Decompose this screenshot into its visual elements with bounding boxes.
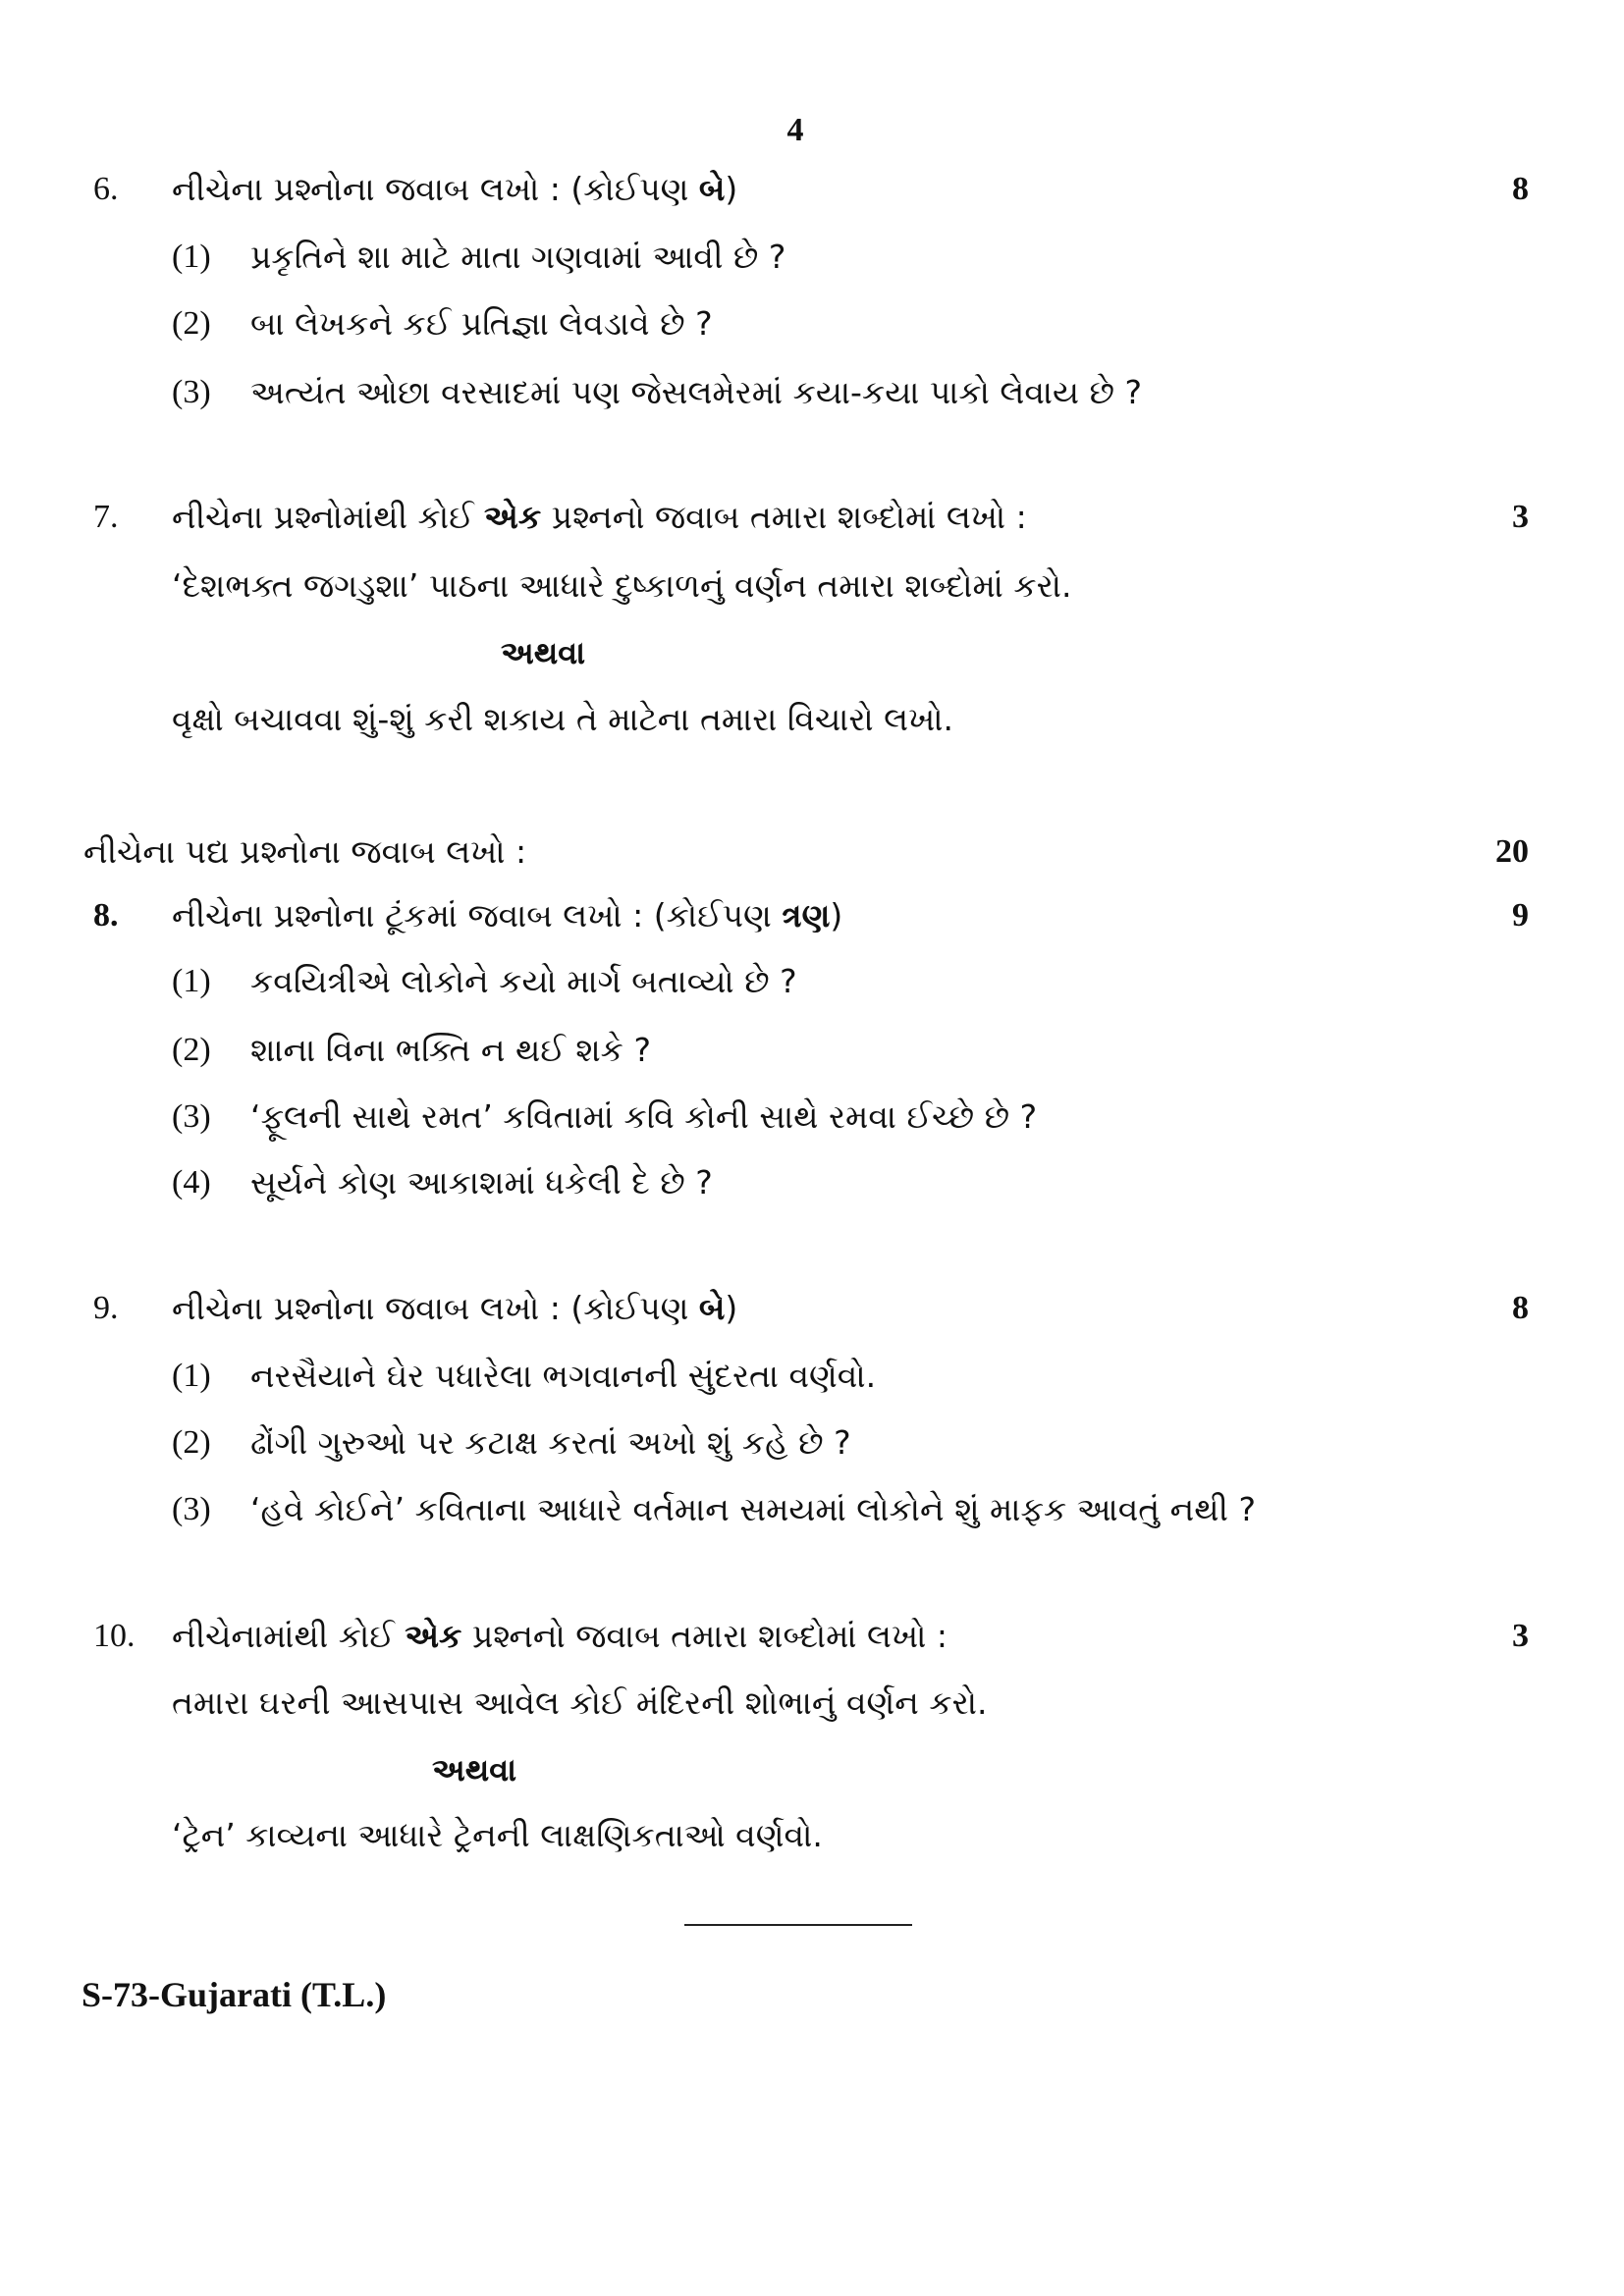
section-marks: 20	[1495, 833, 1529, 870]
sub-item-number: (2)	[172, 1032, 211, 1068]
prompt-text-end: )	[830, 896, 843, 934]
prompt-text: નીચેના પ્રશ્નોના જવાબ લખો : (કોઈપણ	[172, 170, 699, 208]
sub-item-text: ઢોંગી ગુરુઓ પર કટાક્ષ કરતાં અખો શું કહે છે ?	[250, 1423, 851, 1462]
prompt-emphasis: બે	[698, 170, 726, 208]
sub-item-number: (2)	[172, 1424, 211, 1461]
prompt-emphasis: એક	[484, 498, 542, 536]
sub-item-text: નરસૈયાને ઘેર પધારેલા ભગવાનની સુંદરતા વર્ણવો.	[250, 1357, 877, 1395]
question-number: 9.	[93, 1290, 119, 1326]
prompt-emphasis: એક	[405, 1617, 462, 1655]
prompt-emphasis: બે	[698, 1289, 726, 1327]
option-b-text: વૃક્ષો બચાવવા શું-શું કરી શકાય તે માટેના તમારા વિચારો લખો.	[172, 700, 953, 738]
sub-item-number: (3)	[172, 374, 211, 410]
question-prompt	[172, 896, 843, 934]
question-prompt	[172, 170, 738, 208]
end-divider	[684, 1924, 912, 1926]
prompt-text: નીચેના પ્રશ્નોના જવાબ લખો : (કોઈપણ	[172, 1289, 699, 1327]
section-title: નીચેના પદ્ય પ્રશ્નોના જવાબ લખો :	[83, 832, 527, 871]
sub-item-number: (3)	[172, 1098, 211, 1135]
question-marks: 8	[1512, 171, 1529, 207]
prompt-text: નીચેના પ્રશ્નોમાંથી કોઈ	[172, 498, 485, 536]
or-label: અથવા	[501, 634, 586, 671]
prompt-emphasis: ત્રણ	[782, 896, 831, 934]
question-marks: 9	[1512, 897, 1529, 934]
option-a-text: ‘દેશભક્ત જગડુશા’ પાઠના આધારે દુષ્કાળનું વર્ણન તમારા શબ્દોમાં કરો.	[172, 566, 1072, 605]
sub-item-text: અત્યંત ઓછા વરસાદમાં પણ જેસલમેરમાં કયા-કયા પાકો લેવાય છે ?	[250, 373, 1143, 411]
sub-item-number: (1)	[172, 239, 211, 275]
option-b-text: ‘ટ્રેન’ કાવ્યના આધારે ટ્રેનની લાક્ષણિકતાઓ વર્ણવો.	[172, 1816, 823, 1854]
page-number: 4	[786, 112, 804, 148]
question-prompt	[172, 498, 1027, 536]
sub-item-text: ‘ફૂલની સાથે રમત’ કવિતામાં કવિ કોની સાથે રમવા ઈચ્છે છે ?	[250, 1097, 1038, 1136]
option-a-text: તમારા ઘરની આસપાસ આવેલ કોઈ મંદિરની શોભાનું વર્ણન કરો.	[172, 1683, 988, 1722]
prompt-text: નીચેનામાંથી કોઈ	[172, 1617, 406, 1655]
question-number: 10.	[93, 1618, 135, 1654]
sub-item-number: (1)	[172, 1358, 211, 1394]
or-label: અથવા	[432, 1751, 517, 1789]
sub-item-text: પ્રકૃતિને શા માટે માતા ગણવામાં આવી છે ?	[250, 238, 786, 276]
question-marks: 3	[1512, 1618, 1529, 1654]
question-number: 7.	[93, 499, 119, 535]
question-number: 6.	[93, 171, 119, 207]
prompt-text-end: )	[725, 1289, 738, 1327]
question-prompt	[172, 1617, 947, 1655]
sub-item-text: શાના વિના ભક્તિ ન થઈ શકે ?	[250, 1031, 651, 1069]
sub-item-number: (1)	[172, 963, 211, 999]
question-marks: 3	[1512, 499, 1529, 535]
question-number: 8.	[93, 897, 119, 934]
question-marks: 8	[1512, 1290, 1529, 1326]
sub-item-number: (4)	[172, 1164, 211, 1201]
sub-item-text: સૂર્યને કોણ આકાશમાં ધકેલી દે છે ?	[250, 1163, 713, 1201]
prompt-text-end: પ્રશ્નનો જવાબ તમારા શબ્દોમાં લખો :	[541, 498, 1027, 536]
sub-item-number: (3)	[172, 1491, 211, 1527]
question-prompt	[172, 1289, 738, 1327]
sub-item-text: બા લેખકને કઈ પ્રતિજ્ઞા લેવડાવે છે ?	[250, 304, 713, 343]
prompt-text: નીચેના પ્રશ્નોના ટૂંકમાં જવાબ લખો : (કોઈપણ	[172, 896, 783, 934]
sub-item-number: (2)	[172, 305, 211, 342]
sub-item-text: કવયિત્રીએ લોકોને કયો માર્ગ બતાવ્યો છે ?	[250, 962, 797, 1000]
prompt-text-end: પ્રશ્નનો જવાબ તમારા શબ્દોમાં લખો :	[461, 1617, 947, 1655]
prompt-text-end: )	[725, 170, 738, 208]
paper-code: S-73-Gujarati (T.L.)	[81, 1975, 387, 2014]
sub-item-text: ‘હવે કોઈને’ કવિતાના આધારે વર્તમાન સમયમાં લોકોને શું માફક આવતું નથી ?	[250, 1490, 1256, 1528]
